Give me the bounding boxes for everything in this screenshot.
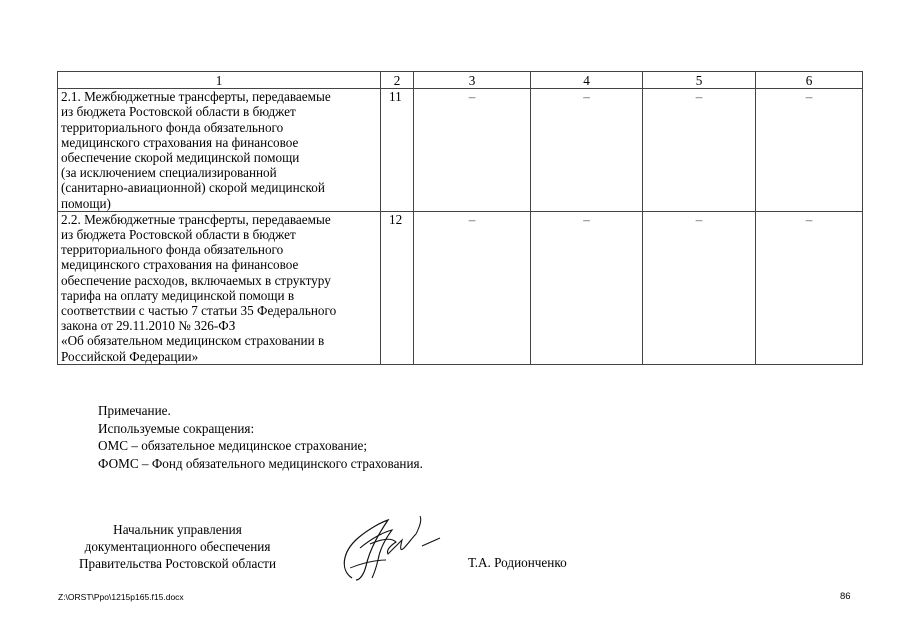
header-cell-5: 5: [643, 72, 756, 89]
description-line: тарифа на оплату медицинской помощи в: [61, 287, 295, 303]
description-line: обеспечение скорой медицинской помощи: [61, 150, 300, 166]
description-line: медицинского страхования на финансовое: [61, 134, 299, 150]
row-code: 11: [381, 89, 414, 212]
notes-title: Примечание.: [98, 403, 171, 418]
description-line: Российской Федерации»: [61, 348, 199, 364]
header-cell-3: 3: [414, 72, 531, 89]
page-number: 86: [840, 591, 851, 602]
value-cell: –: [531, 89, 643, 212]
value-cell: –: [756, 89, 863, 212]
value-cell: –: [531, 211, 643, 364]
description-line: территориального фонда обязательного: [61, 119, 284, 135]
handwritten-signature: [330, 508, 450, 588]
description-line: 2.2. Межбюджетные трансферты, передаваемые: [61, 211, 331, 227]
notes-line: ОМС – обязательное медицинское страхование;: [98, 438, 368, 453]
value-cell: –: [643, 89, 756, 212]
table-header-row: [58, 72, 863, 89]
header-cell-1: 1: [58, 72, 381, 89]
position-line: Правительства Ростовской области: [78, 556, 277, 571]
description-line: из бюджета Ростовской области в бюджет: [61, 227, 296, 243]
notes-line: ФОМС – Фонд обязательного медицинского страхования.: [98, 455, 423, 471]
value-cell: –: [643, 211, 756, 364]
budget-table: [57, 71, 863, 365]
position-line: Начальник управления: [113, 522, 242, 537]
description-line: обеспечение расходов, включаемых в структуру: [61, 272, 331, 288]
header-cell-6: 6: [756, 72, 863, 89]
row-description: [58, 211, 381, 364]
header-cell-2: 2: [381, 72, 414, 89]
description-line: закона от 29.11.2010 № 326-ФЗ: [61, 318, 236, 334]
row-code: 12: [381, 211, 414, 364]
table-row: [58, 89, 863, 212]
notes-block: [98, 402, 423, 472]
row-description: [58, 89, 381, 212]
value-cell: –: [414, 211, 531, 364]
description-line: медицинского страхования на финансовое: [61, 257, 299, 273]
signer-name: Т.А. Родионченко: [468, 555, 567, 570]
description-line: «Об обязательном медицинском страховании в: [61, 333, 325, 349]
description-line: (за исключением специализированной: [61, 165, 277, 181]
header-cell-4: 4: [531, 72, 643, 89]
description-line: соответствии с частью 7 статьи 35 Федерального: [61, 303, 337, 319]
file-path: Z:\ORST\Ppo\1215p165.f15.docx: [58, 592, 184, 602]
description-line: помощи): [61, 195, 111, 211]
description-line: 2.1. Межбюджетные трансферты, передаваемые: [61, 89, 331, 105]
description-line: из бюджета Ростовской области в бюджет: [61, 104, 296, 120]
value-cell: –: [414, 89, 531, 212]
value-cell: –: [756, 211, 863, 364]
signer-position: [55, 521, 300, 572]
notes-line: Используемые сокращения:: [98, 420, 255, 436]
table-row: [58, 211, 863, 364]
description-line: (санитарно-авиационной) скорой медицинской: [61, 180, 325, 196]
description-line: территориального фонда обязательного: [61, 242, 284, 258]
position-line: документационного обеспечения: [84, 539, 271, 554]
